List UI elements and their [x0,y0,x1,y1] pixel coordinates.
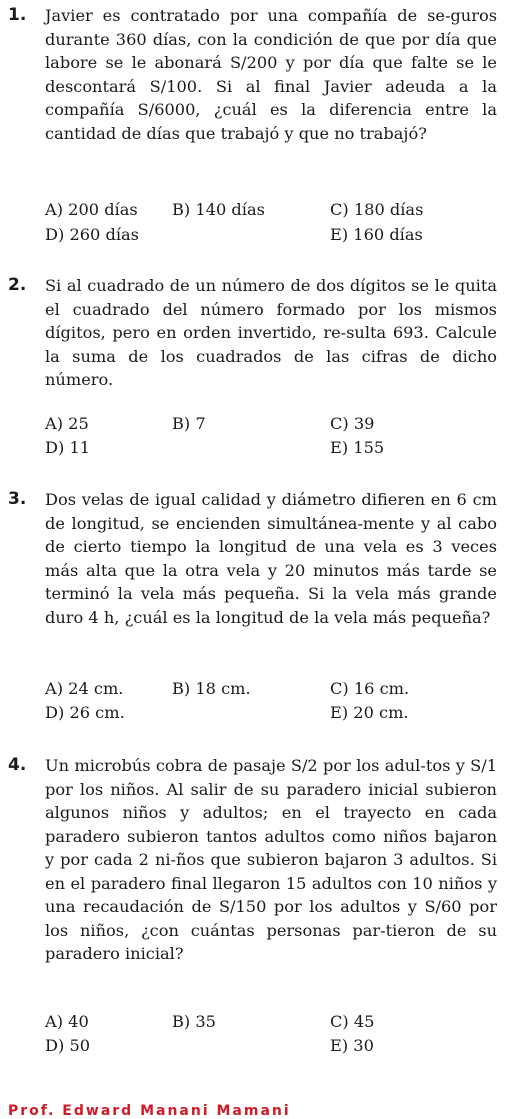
option-c: C) 16 cm. [330,679,410,698]
option-a: A) 40 [45,1012,89,1031]
problem-statement: Si al cuadrado de un número de dos dígitos se le quita el cuadrado del número formado por los mismos dígitos, pero en orden invertido, re-sulta 693. Calcule la suma de los cuadrados de las cifras de dicho número. [45,276,497,389]
option-b: B) 18 cm. [172,679,251,698]
problem-statement: Un microbús cobra de pasaje S/2 por los adul-tos y S/1 por los niños. Al salir de su paradero inicial subieron algunos niños y adultos; en el trayecto en cada paradero subieron tantos adultos como niños bajaron y por cada 2 ni-ños que subieron bajaron 3 adultos. Si en el paradero final llegaron 15 adultos con 10 niños y una recaudación de S/150 por los adultos y S/60 por los niños, ¿con cuántas personas par-tieron de su paradero inicial? [45,756,497,963]
option-d: D) 11 [45,438,91,457]
problem-number: 4. [8,755,27,775]
option-b: B) 35 [172,1012,216,1031]
problem-number: 3. [8,489,27,509]
option-c: C) 180 días [330,200,424,219]
option-c: C) 45 [330,1012,375,1031]
problem-number: 1. [8,5,27,25]
option-a: A) 200 días [45,200,138,219]
option-e: E) 30 [330,1036,374,1055]
option-b: B) 140 días [172,200,265,219]
option-d: D) 50 [45,1036,91,1055]
option-c: C) 39 [330,414,375,433]
option-e: E) 20 cm. [330,703,409,722]
problem-statement: Javier es contratado por una compañía de se-guros durante 360 días, con la condición de que por día que labore se le abonará S/200 y por día que falte se le descontará S/100. Si al final Javier adeuda a la compañía S/6000, ¿cuál es la diferencia entre la cantidad de días que trabajó y que no trabajó? [45,6,497,143]
option-d: D) 260 días [45,225,139,244]
problem-statement: Dos velas de igual calidad y diámetro difieren en 6 cm de longitud, se encienden simultánea-mente y al cabo de cierto tiempo la longitud de una vela es 3 veces más alta que la otra vela y 20 minutos más tarde se terminó la vela más pequeña. Si la vela más grande duro 4 h, ¿cuál es la longitud de la vela más pequeña? [45,490,497,627]
option-e: E) 160 días [330,225,423,244]
option-a: A) 25 [45,414,89,433]
footer [0,1100,506,1119]
option-b: B) 7 [172,414,206,433]
option-e: E) 155 [330,438,385,457]
problem-number: 2. [8,275,27,295]
footer-author: Prof. Edward Manani Mamani [8,1103,291,1119]
option-a: A) 24 cm. [45,679,124,698]
option-d: D) 26 cm. [45,703,125,722]
